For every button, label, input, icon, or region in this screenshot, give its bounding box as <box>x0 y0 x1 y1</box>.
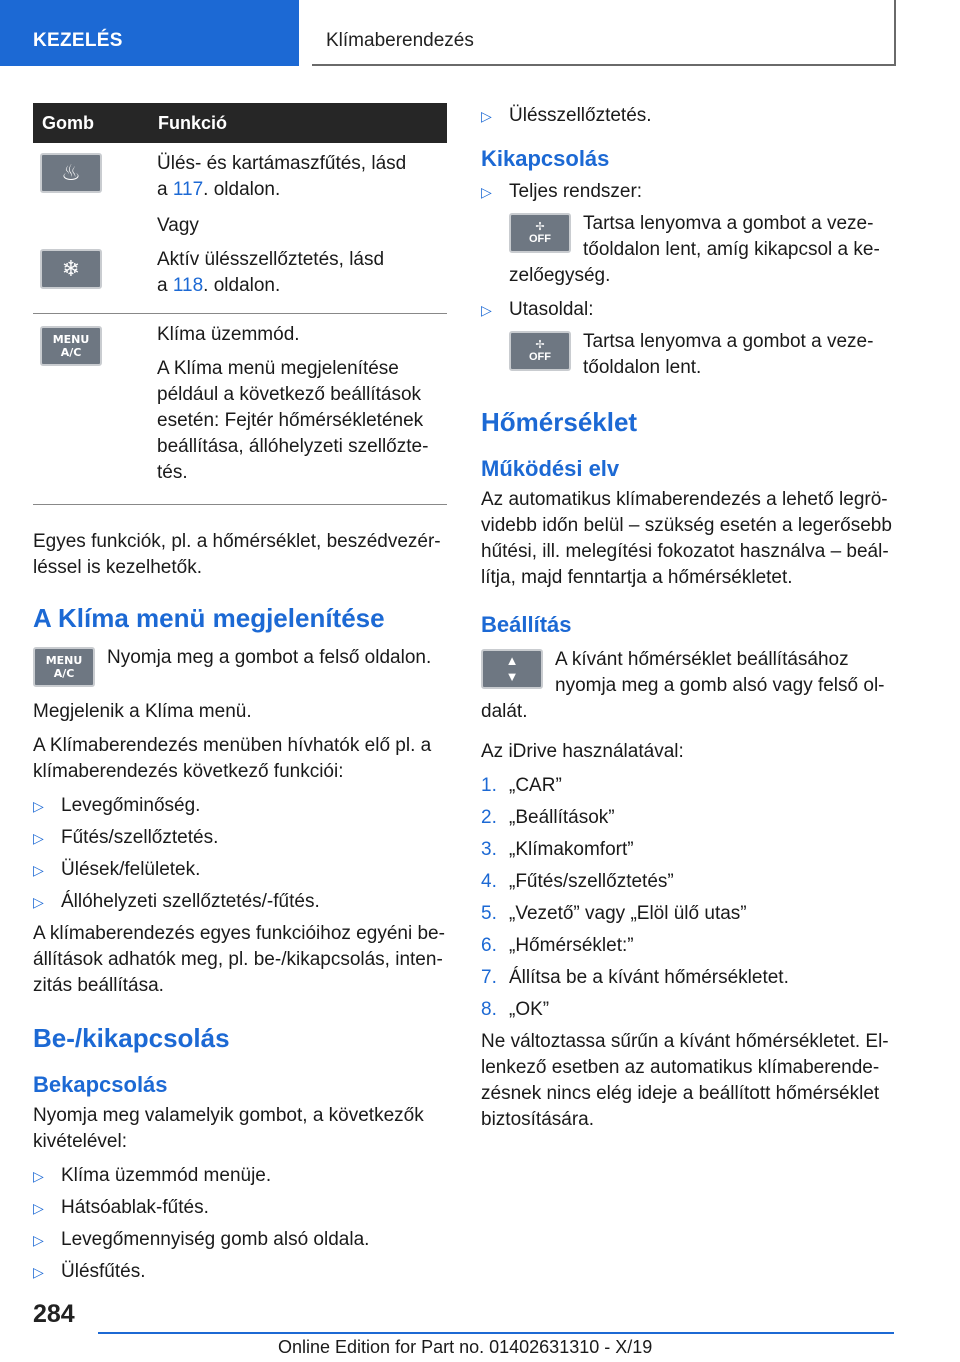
edition-text: Online Edition for Part no. 01402631310 - X/19 <box>278 1337 653 1357</box>
table-header-button: Gomb <box>33 103 149 143</box>
list-item: ▷ Ülések/felületek. <box>33 859 201 880</box>
list-item: 1. „CAR” <box>481 775 562 796</box>
exception-list <box>33 1163 447 1285</box>
heading-climate-menu: A Klíma menü megjelenítése <box>33 603 385 633</box>
passenger-off-text: Tartsa lenyomva a gombot a veze-tőoldalon lent. <box>583 331 874 378</box>
temperature-rocker-button-icon: ▲ ▼ <box>481 649 543 689</box>
table-header-function: Funkció <box>149 103 447 143</box>
full-off-text: Tartsa lenyomva a gombot a veze-tőoldalon lent, amíg kikapcsol a ke-zelőegység. <box>509 213 880 286</box>
heading-principle: Működési elv <box>481 456 620 481</box>
seat-ventilation-text: Aktív ülésszellőztetés, lásd a 118. oldalon. <box>157 249 385 296</box>
menu-ac-button-icon: MENU A/C <box>33 647 95 687</box>
list-item: 4. „Fűtés/szellőztetés” <box>481 871 674 892</box>
list-item: 2. „Beállítások” <box>481 807 615 828</box>
page-link-117[interactable]: 117 <box>172 179 204 200</box>
list-item: ▷ Ülésszellőztetés. <box>481 105 652 126</box>
list-item: 7. Állítsa be a kívánt hőmérsékletet. <box>481 967 789 988</box>
voice-control-text: Egyes funkciók, pl. a hőmérséklet, beszédvezér-léssel is kezelhetők. <box>33 531 441 578</box>
chapter-title: Klímaberendezés <box>312 0 896 66</box>
heading-temperature: Hőmérséklet <box>481 407 638 437</box>
individual-settings-text: A klímaberendezés egyes funkcióihoz egyéni be-állítások adhatók meg, pl. be-/kikapcsolás, inten-zitás beállítása. <box>33 923 445 996</box>
list-item: 8. „OK” <box>481 999 550 1020</box>
list-item: 6. „Hőmérséklet:” <box>481 935 634 956</box>
list-item: ▷ Hátsóablak-fűtés. <box>33 1197 209 1218</box>
list-item: 5. „Vezető” vagy „Elöl ülő utas” <box>481 903 747 924</box>
menu-appears-text: Megjelenik a Klíma menü. <box>33 701 252 722</box>
fan-off-button-icon: ✢ OFF <box>509 213 571 253</box>
section-tab: KEZELÉS <box>0 0 299 66</box>
page-header <box>0 0 960 66</box>
menu-function-list <box>33 793 447 915</box>
left-column <box>33 103 447 1291</box>
right-column <box>481 103 893 1141</box>
climate-mode-title: Klíma üzemmód. <box>157 324 300 345</box>
setting-text: A kívánt hőmérséklet beállításához nyomja meg a gomb alsó vagy felső ol-dalát. <box>481 649 885 722</box>
list-item: ▷ Ülésfűtés. <box>33 1261 146 1282</box>
list-item: ▷ Fűtés/szellőztetés. <box>33 827 219 848</box>
principle-text: Az automatikus klímaberendezés a lehető legrö-videbb időn belül – szükség esetén a legerősebb hűtési, ill. melegítési fokozatot használva – beál-lítja, majd fenntartja a hőmérsékletet. <box>481 489 892 588</box>
seat-heating-button-icon: ♨ <box>40 153 102 193</box>
menu-press-text: Nyomja meg a gombot a felső oldalon. <box>107 647 432 668</box>
idrive-steps <box>481 773 893 1023</box>
list-item: ▷ Levegőmennyiség gomb alsó oldala. <box>33 1229 370 1250</box>
menu-ac-button-icon: MENU A/C <box>40 326 102 366</box>
list-item: ▷ Levegőminőség. <box>33 795 201 816</box>
page-number: 284 <box>33 1300 75 1328</box>
list-item: 3. „Klímakomfort” <box>481 839 634 860</box>
heading-setting: Beállítás <box>481 612 572 637</box>
heading-switch-on: Bekapcsolás <box>33 1072 168 1097</box>
warning-text: Ne változtassa sűrűn a kívánt hőmérsékletet. El-lenkező esetben az automatikus klímaberende-zésnek nincs elég ideje a beállított hőmérséklet biztosítására. <box>481 1031 889 1130</box>
button-function-table <box>33 103 447 505</box>
seat-heating-text: Ülés- és kartámaszfűtés, lásd a 117. oldalon. <box>157 153 407 200</box>
list-item: ▷ Állóhelyzeti szellőztetés/-fűtés. <box>33 891 320 912</box>
heading-switch-off: Kikapcsolás <box>481 146 610 171</box>
fan-off-button-icon: ✢ OFF <box>509 331 571 371</box>
list-item: ▷ Utasoldal: <box>481 299 594 320</box>
list-item: ▷ Klíma üzemmód menüje. <box>33 1165 272 1186</box>
seat-ventilation-button-icon: ❄ <box>40 249 102 289</box>
switch-on-text: Nyomja meg valamelyik gombot, a következők kivételével: <box>33 1105 424 1152</box>
idrive-intro: Az iDrive használatával: <box>481 741 684 762</box>
heading-on-off: Be-/kikapcsolás <box>33 1023 230 1053</box>
list-item: ▷ Teljes rendszer: <box>481 181 643 202</box>
footer-divider <box>98 1332 894 1334</box>
or-text: Vagy <box>157 215 199 236</box>
menu-functions-intro: A Klímaberendezés menüben hívhatók elő pl. a klímaberendezés következő funkciói: <box>33 735 432 782</box>
page-link-118[interactable]: 118 <box>172 275 204 296</box>
climate-mode-desc: A Klíma menü megjelenítése például a következő beállítások esetén: Fejtér hőmérsékletének beállítása, állóhelyzeti szellőzte-tés. <box>157 358 429 483</box>
